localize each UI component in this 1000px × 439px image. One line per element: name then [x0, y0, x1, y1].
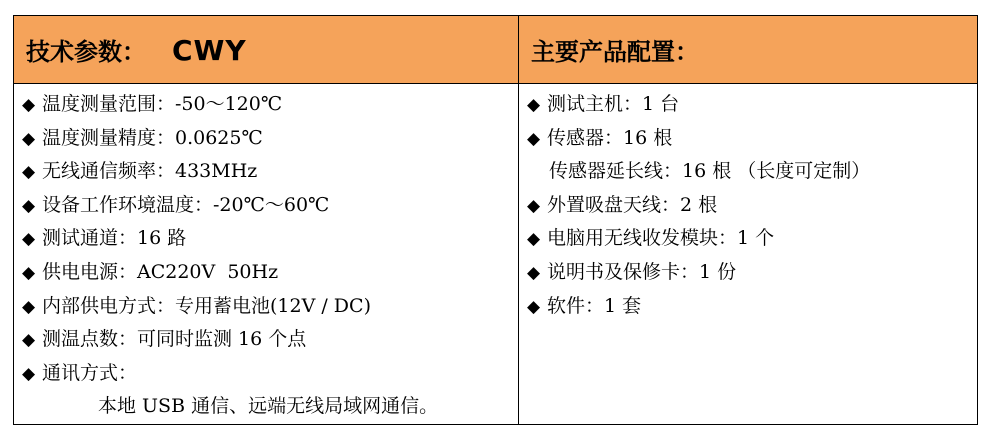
- item-text: 温度测量范围：-50～120℃: [42, 93, 283, 115]
- item-text: 测试主机：1 台: [547, 93, 680, 115]
- item-text: 供电电源：AC220V 50Hz: [42, 260, 279, 283]
- list-item-continuation: 本地 USB 通信、远端无线局域网通信。: [98, 395, 439, 418]
- list-item: [22, 290, 518, 324]
- item-text: 测试通道：16 路: [42, 227, 187, 250]
- item-text: 外置吸盘天线：2 根: [547, 193, 718, 216]
- list-item: [527, 189, 977, 223]
- item-text: 软件：1 套: [547, 294, 642, 317]
- diamond-bullet-icon: ◆: [22, 162, 36, 183]
- diamond-bullet-icon: ◆: [22, 128, 36, 149]
- item-text: 传感器：16 根: [547, 126, 673, 149]
- list-item: [22, 189, 518, 223]
- spec-table: [13, 15, 978, 425]
- diamond-bullet-icon: ◆: [22, 296, 36, 317]
- item-text: 温度测量精度：0.0625℃: [42, 126, 263, 149]
- item-text: 通讯方式：: [42, 361, 138, 384]
- diamond-bullet-icon: ◆: [527, 229, 541, 250]
- product-config-cell: [519, 84, 978, 425]
- tech-params-list: [14, 84, 518, 424]
- item-text: 设备工作环境温度：-20℃～60℃: [42, 193, 330, 216]
- list-item: [22, 357, 518, 391]
- diamond-bullet-icon: ◆: [527, 128, 541, 149]
- diamond-bullet-icon: ◆: [527, 296, 541, 317]
- list-item-continuation: 传感器延长线：16 根 （长度可定制）: [549, 160, 871, 183]
- diamond-bullet-icon: ◆: [22, 330, 36, 351]
- diamond-bullet-icon: ◆: [22, 95, 36, 115]
- product-config-list: [519, 84, 977, 323]
- list-item: [527, 122, 977, 156]
- diamond-bullet-icon: ◆: [22, 363, 36, 384]
- diamond-bullet-icon: ◆: [527, 195, 541, 216]
- list-item: [22, 155, 518, 189]
- item-text: 无线通信频率：433MHz: [42, 160, 258, 183]
- content-row: [14, 84, 978, 425]
- list-item: [527, 88, 977, 122]
- diamond-bullet-icon: ◆: [22, 195, 36, 216]
- item-text: 说明书及保修卡：1 份: [547, 260, 737, 283]
- product-config-header: [519, 16, 978, 84]
- list-item: [22, 122, 518, 156]
- item-text: 测温点数：可同时监测 16 个点: [42, 328, 307, 351]
- list-item: [527, 256, 977, 290]
- tech-params-cell: [14, 84, 519, 425]
- model-code: CWY: [172, 34, 247, 67]
- diamond-bullet-icon: ◆: [22, 262, 36, 283]
- list-item: [22, 256, 518, 290]
- diamond-bullet-icon: ◆: [527, 95, 541, 115]
- item-text: 内部供电方式：专用蓄电池(12V / DC): [42, 294, 371, 317]
- product-config-title: 主要产品配置：: [531, 38, 699, 66]
- header-row: [14, 16, 978, 84]
- list-item: [527, 222, 977, 256]
- list-item: [22, 323, 518, 357]
- list-item: [22, 88, 518, 122]
- diamond-bullet-icon: ◆: [22, 229, 36, 250]
- tech-params-header: [14, 16, 519, 84]
- item-text: 电脑用无线收发模块：1 个: [547, 227, 775, 250]
- list-item: [22, 222, 518, 256]
- tech-params-title: 技术参数：: [26, 38, 146, 66]
- diamond-bullet-icon: ◆: [527, 262, 541, 283]
- list-item: [527, 290, 977, 324]
